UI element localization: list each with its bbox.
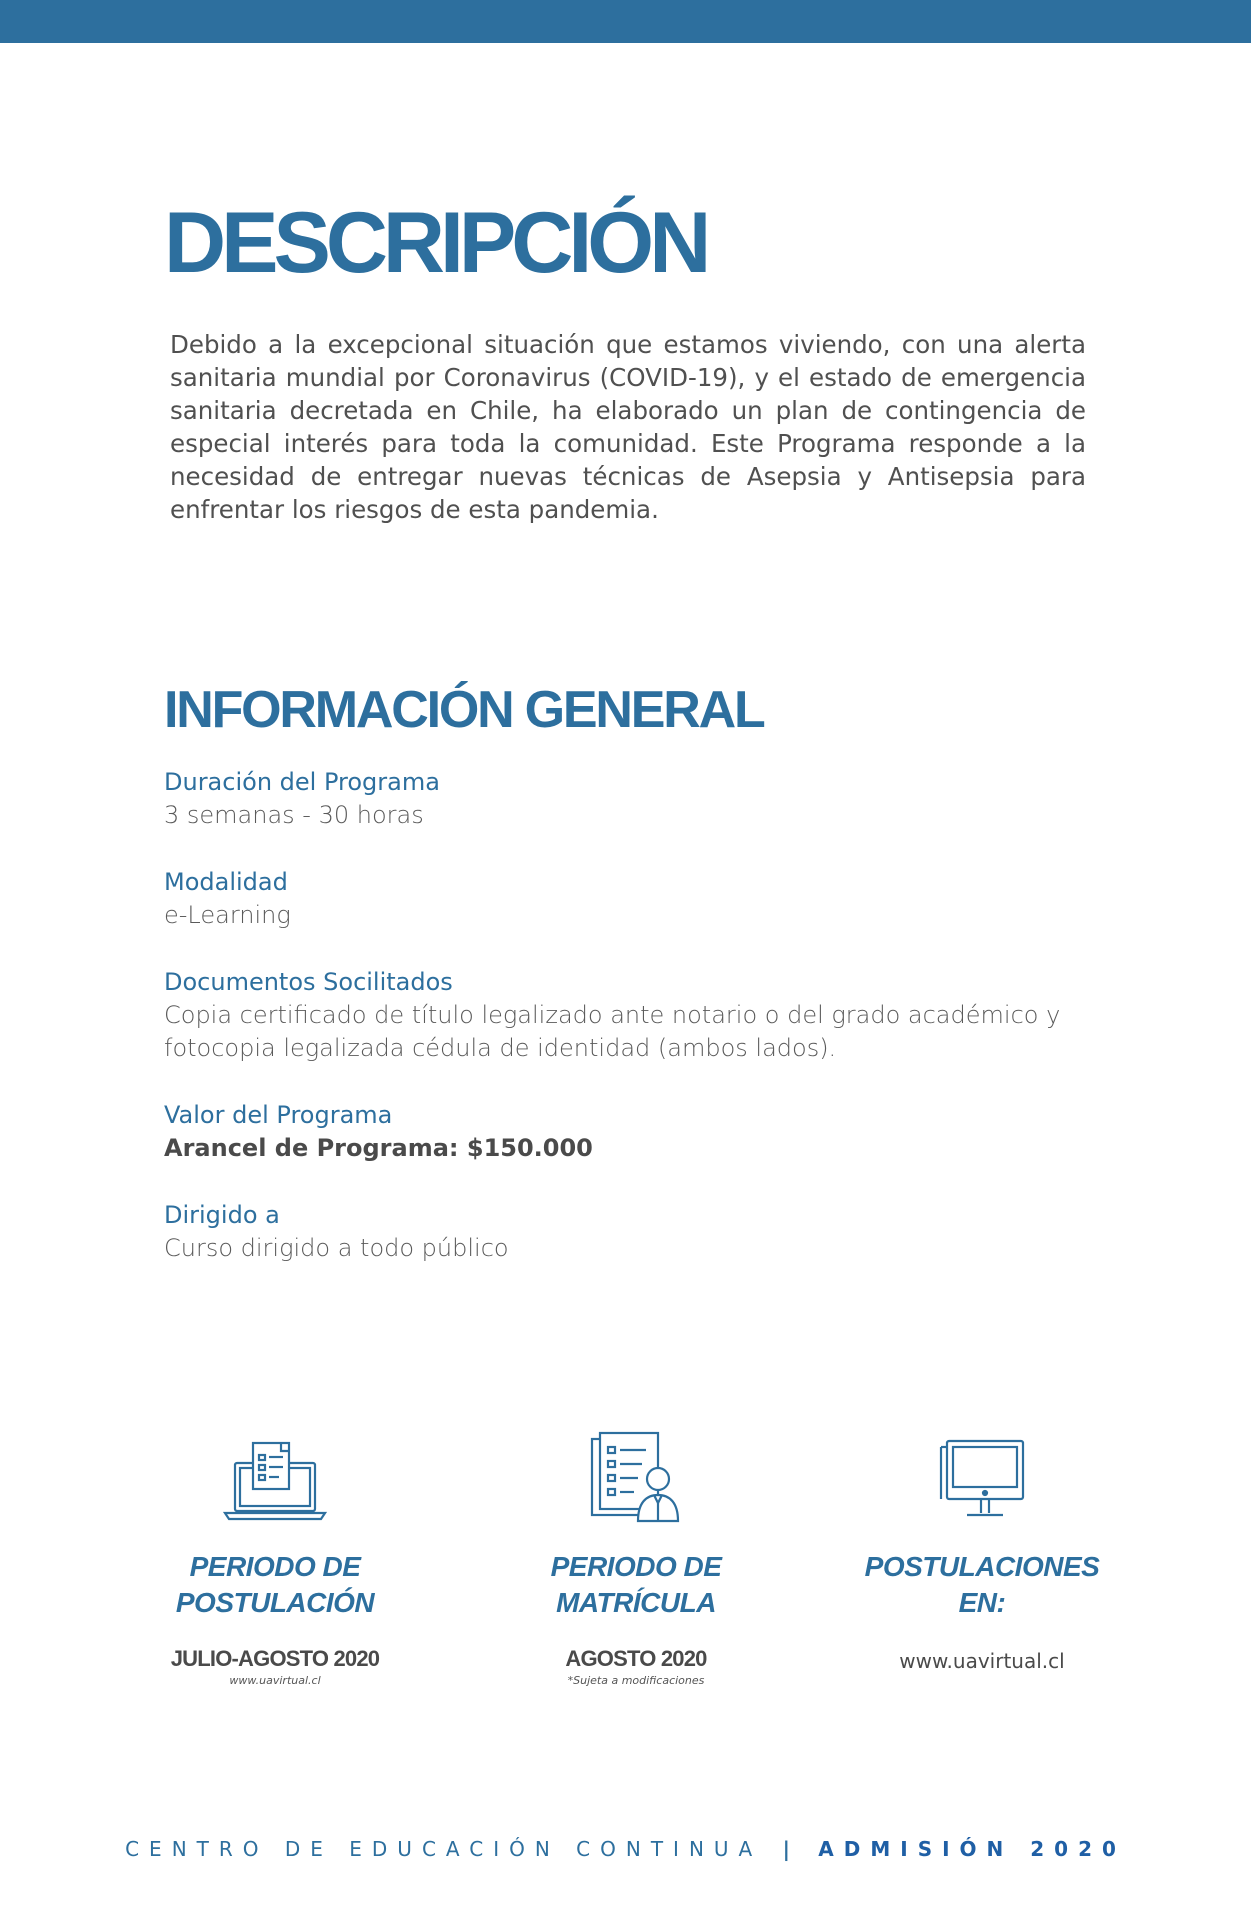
enrollment-period — [496, 1425, 776, 1689]
general-info — [164, 766, 1114, 1299]
application-period — [135, 1425, 415, 1689]
documents-label: Documentos Socilitados — [164, 968, 453, 996]
checklist-person-icon — [496, 1425, 776, 1525]
info-price — [164, 1099, 1114, 1165]
online-title-1: POSTULACIONES — [864, 1551, 1100, 1582]
price-value: Arancel de Programa: $150.000 — [164, 1134, 593, 1162]
online-url[interactable]: www.uavirtual.cl — [899, 1649, 1065, 1673]
application-title-1: PERIODO DE — [189, 1551, 361, 1582]
application-note: www.uavirtual.cl — [229, 1674, 321, 1687]
footer-center-name: CENTRO DE EDUCACIÓN CONTINUA — [125, 1837, 763, 1861]
info-documents — [164, 966, 1114, 1065]
enrollment-date: AGOSTO 2020 — [565, 1646, 707, 1671]
footer-separator: | — [782, 1837, 790, 1861]
laptop-document-icon — [135, 1425, 415, 1525]
application-date: JULIO-AGOSTO 2020 — [170, 1646, 380, 1671]
monitor-icon — [842, 1425, 1122, 1525]
info-duration — [164, 766, 1114, 832]
footer-admission: ADMISIÓN 2020 — [818, 1837, 1126, 1861]
duration-label: Duración del Programa — [164, 768, 440, 796]
enrollment-note: *Sujeta a modificaciones — [567, 1674, 705, 1687]
footer — [0, 1837, 1251, 1861]
general-info-title: INFORMACIÓN GENERAL — [164, 681, 764, 739]
info-modality — [164, 866, 1114, 932]
online-title-2: EN: — [958, 1587, 1006, 1618]
info-audience — [164, 1199, 1114, 1265]
page-title: DESCRIPCIÓN — [164, 195, 707, 291]
duration-value: 3 semanas - 30 horas — [164, 801, 424, 829]
audience-label: Dirigido a — [164, 1201, 280, 1229]
description-text: Debido a la excepcional situación que estamos viviendo, con una alerta sanitaria mundial por Coronavirus (COVID-19), y el estado de emergencia sanitaria decretada en Chile, ha elaborado un plan de contingencia de especial interés para toda la comunidad. Este Programa responde a la necesidad de entregar nuevas técnicas de Asepsia y Antisepsia para enfrentar los riesgos de esta pandemia. — [170, 330, 1086, 524]
enrollment-title-1: PERIODO DE — [550, 1551, 722, 1582]
modality-label: Modalidad — [164, 868, 288, 896]
price-label: Valor del Programa — [164, 1101, 393, 1129]
audience-value: Curso dirigido a todo público — [164, 1234, 509, 1262]
top-bar — [0, 0, 1251, 43]
enrollment-title-2: MATRÍCULA — [556, 1587, 716, 1618]
application-title-2: POSTULACIÓN — [175, 1587, 375, 1618]
online-applications — [842, 1425, 1122, 1675]
modality-value: e-Learning — [164, 901, 291, 929]
documents-value: Copia certificado de título legalizado ante notario o del grado académico y fotocopia legalizada cédula de identidad (ambos lados). — [164, 1001, 1061, 1062]
